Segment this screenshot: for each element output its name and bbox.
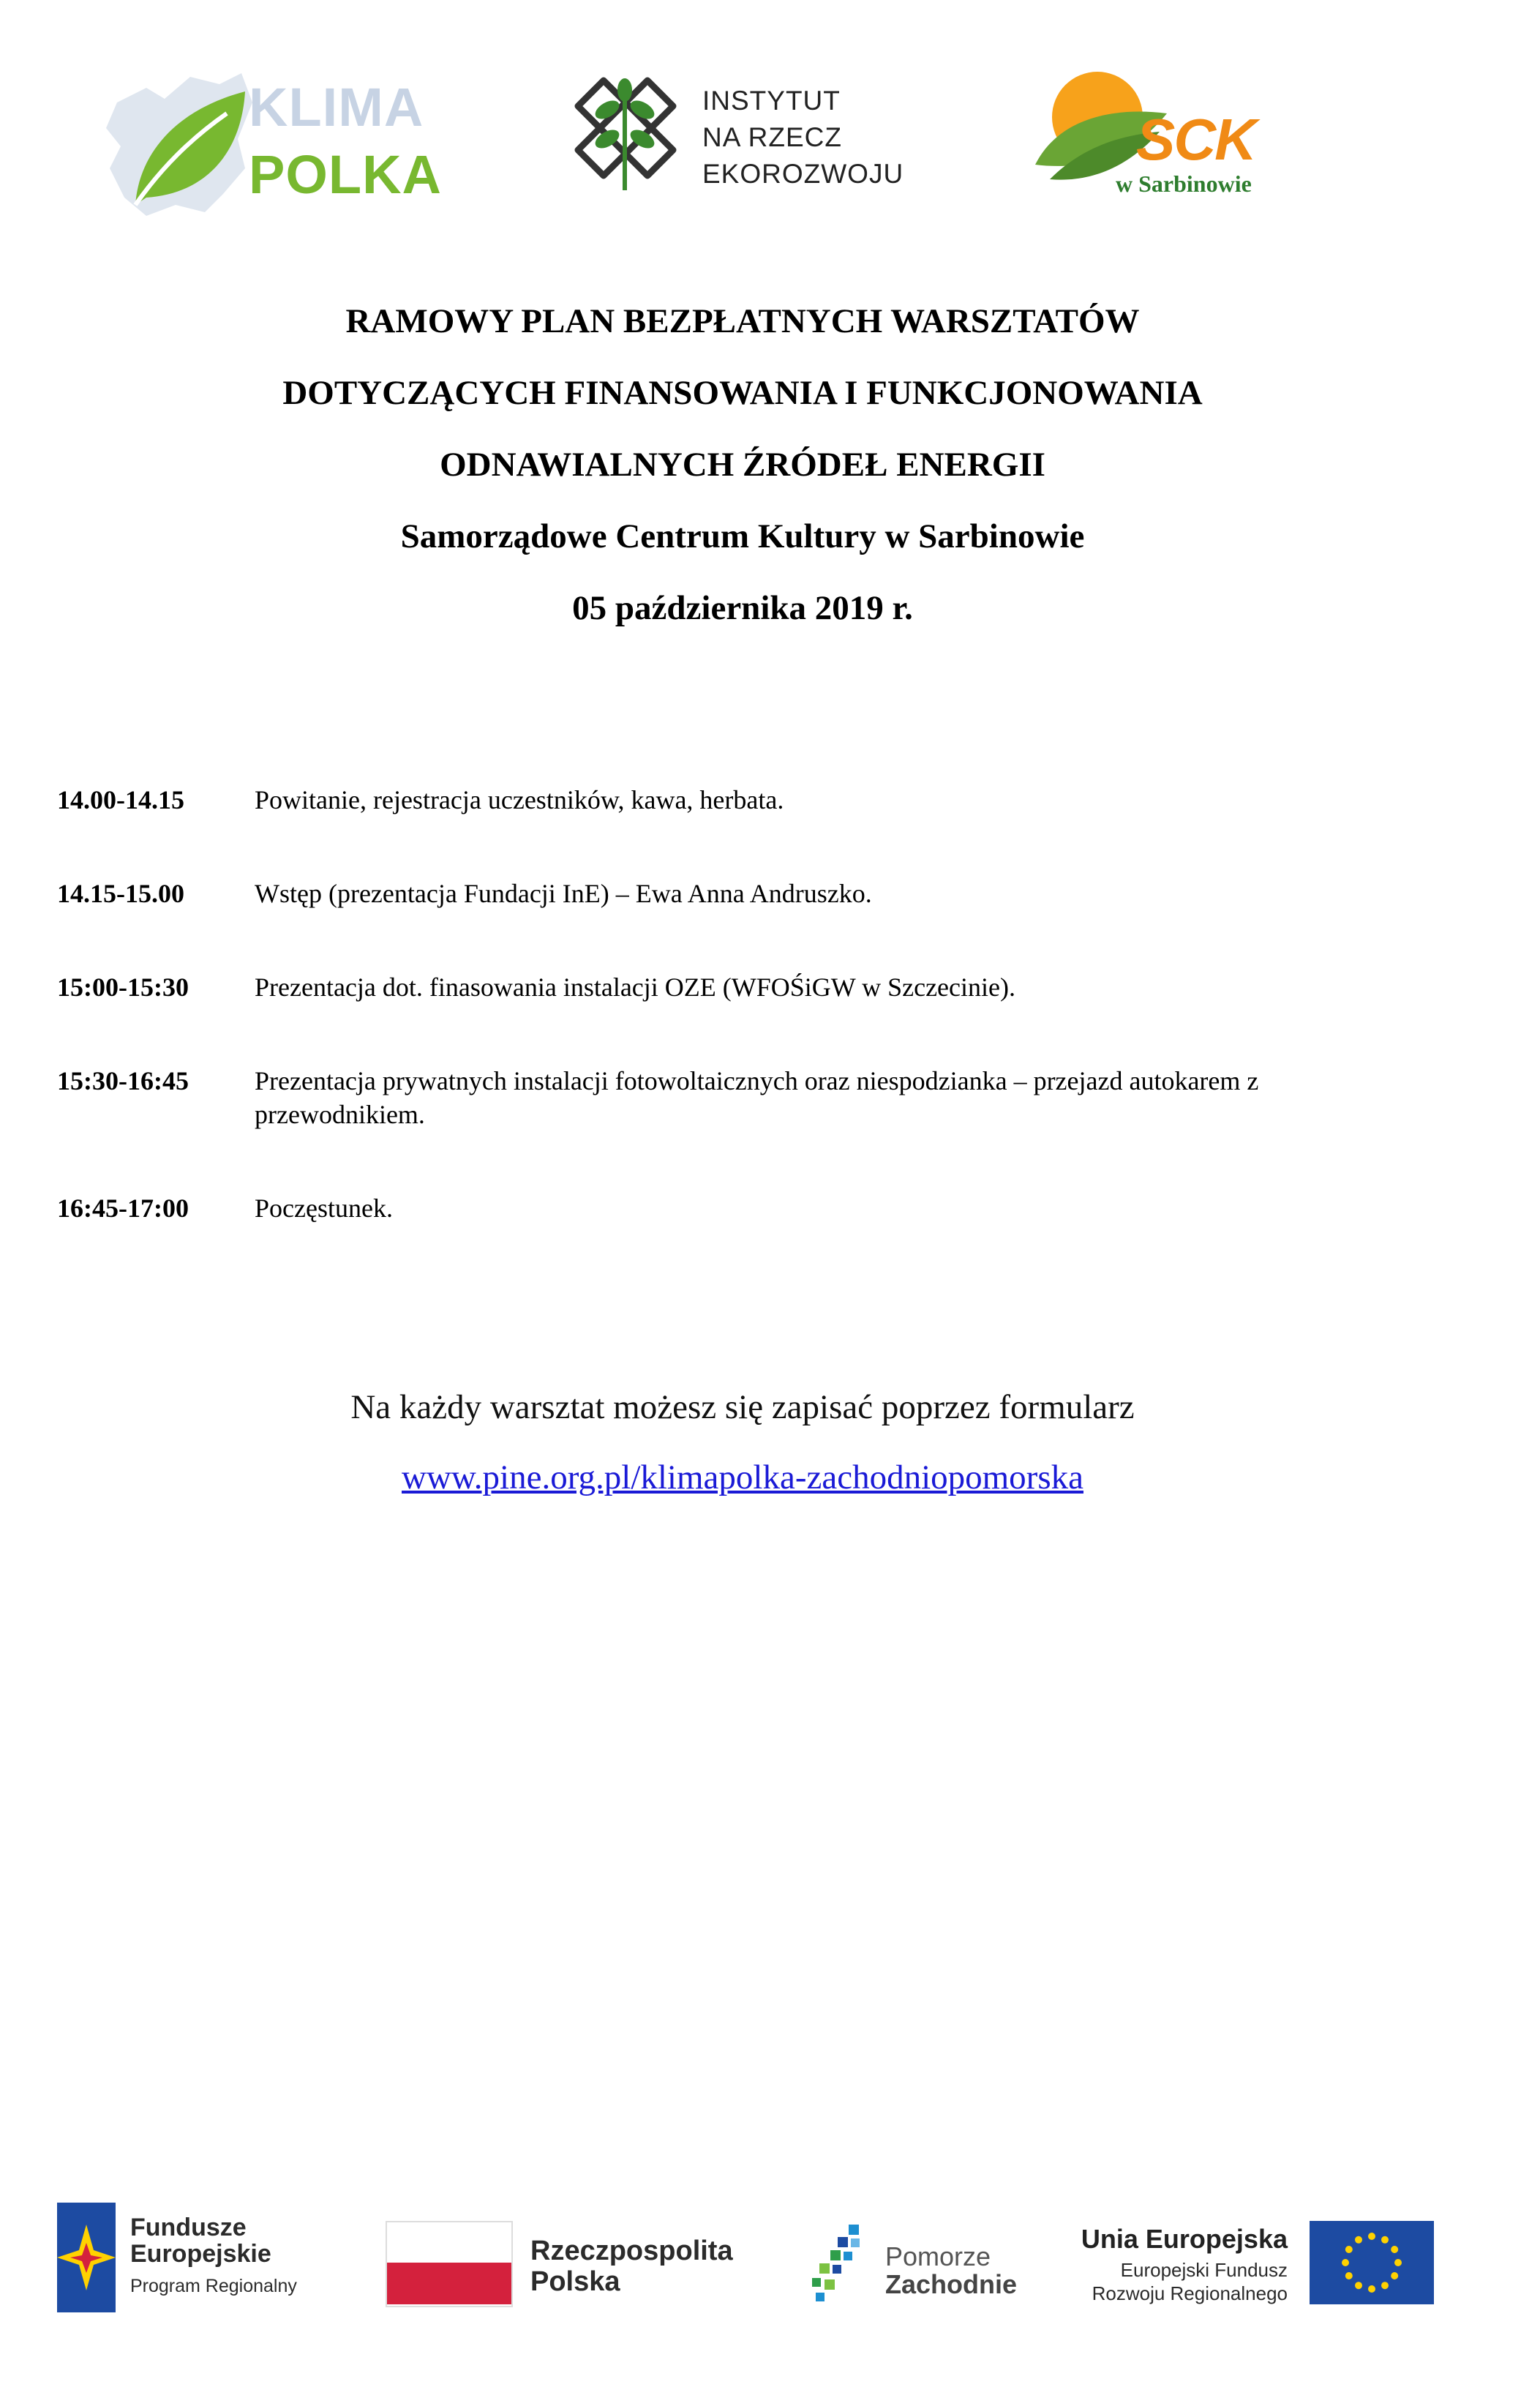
title-line-1: RAMOWY PLAN BEZPŁATNYCH WARSZTATÓW xyxy=(345,302,1140,340)
sck-letters: SCK xyxy=(1136,107,1255,172)
ue-text xyxy=(1075,2225,1288,2305)
polish-flag xyxy=(386,2221,513,2307)
schedule-desc: Prezentacja prywatnych instalacji fotowoltaicznych oraz niespodzianka – przejazd autokarem z przewodnikiem. xyxy=(255,1066,1259,1129)
schedule-desc: Wstęp (prezentacja Fundacji InE) – Ewa Anna Andruszko. xyxy=(255,879,872,908)
eu-star xyxy=(1355,2236,1362,2244)
schedule-time: 14.15-15.00 xyxy=(57,879,184,908)
sck-subtitle: w Sarbinowie xyxy=(1116,171,1252,197)
tree-knot-icon xyxy=(563,70,688,201)
fe-star-icon xyxy=(57,2203,116,2312)
eu-star xyxy=(1391,2272,1398,2279)
schedule-list xyxy=(57,783,1359,1285)
klima-line2: POLKA xyxy=(249,144,442,205)
schedule-time: 14.00-14.15 xyxy=(57,785,184,814)
schedule-row xyxy=(57,1064,1359,1131)
registration-text: Na każdy warsztat możesz się zapisać poprzez formularz xyxy=(350,1388,1135,1426)
venue: Samorządowe Centrum Kultury w Sarbinowie xyxy=(400,517,1085,555)
fe-line1: Fundusze xyxy=(130,2214,247,2241)
pz-line1: Pomorze xyxy=(885,2241,991,2271)
eu-star xyxy=(1368,2285,1375,2293)
fe-line3: Program Regionalny xyxy=(130,2276,297,2296)
eu-star xyxy=(1345,2272,1353,2279)
schedule-row xyxy=(57,1191,1359,1225)
title-line-3: ODNAWIALNYCH ŹRÓDEŁ ENERGII xyxy=(440,446,1045,484)
event-date: 05 października 2019 r. xyxy=(572,589,913,627)
ine-logo xyxy=(563,70,907,201)
pz-line2: Zachodnie xyxy=(885,2269,1018,2299)
pixel-mosaic-icon xyxy=(808,2221,874,2309)
schedule-time: 16:45-17:00 xyxy=(57,1194,189,1223)
schedule-time: 15:30-16:45 xyxy=(57,1066,189,1095)
ine-line1: INSTYTUT xyxy=(702,86,841,116)
eu-star xyxy=(1391,2246,1398,2253)
ine-line3: EKOROZWOJU xyxy=(702,159,904,189)
fe-logo xyxy=(57,2203,320,2312)
schedule-time: 15:00-15:30 xyxy=(57,973,189,1002)
schedule-desc: Powitanie, rejestracja uczestników, kawa, herbata. xyxy=(255,785,784,814)
ue-line3: Rozwoju Regionalnego xyxy=(1092,2282,1288,2304)
schedule-desc: Poczęstunek. xyxy=(255,1194,393,1223)
flag-red-stripe xyxy=(387,2263,511,2304)
eu-star xyxy=(1342,2259,1349,2266)
eu-star xyxy=(1394,2259,1402,2266)
ue-line1: Unia Europejska xyxy=(1081,2224,1288,2254)
eu-star xyxy=(1381,2282,1389,2289)
eu-star xyxy=(1345,2246,1353,2253)
title-line-2: DOTYCZĄCYCH FINANSOWANIA I FUNKCJONOWANIA xyxy=(282,374,1203,412)
schedule-row xyxy=(57,783,1359,817)
registration-block xyxy=(0,1387,1485,1498)
rp-line1: Rzeczpospolita xyxy=(530,2236,733,2266)
rp-line2: Polska xyxy=(530,2266,620,2297)
eu-star xyxy=(1355,2282,1362,2289)
pz-logo xyxy=(808,2221,1018,2309)
ue-line2: Europejski Fundusz xyxy=(1120,2259,1288,2281)
klima-line1: KLIMA xyxy=(249,77,424,138)
eu-star xyxy=(1381,2236,1389,2244)
schedule-desc: Prezentacja dot. finasowania instalacji OZE (WFOŚiGW w Szczecinie). xyxy=(255,973,1015,1002)
schedule-row xyxy=(57,970,1359,1004)
flag-white-stripe xyxy=(387,2222,511,2263)
sck-logo xyxy=(1028,62,1262,209)
region-map-leaf-icon xyxy=(95,59,263,227)
klima-polka-logo xyxy=(95,59,442,227)
registration-link[interactable]: www.pine.org.pl/klimapolka-zachodniopomorska xyxy=(402,1458,1083,1496)
ine-line2: NA RZECZ xyxy=(702,122,842,152)
schedule-row xyxy=(57,877,1359,910)
rp-text xyxy=(530,2236,733,2297)
document-title xyxy=(0,285,1485,644)
eu-star xyxy=(1368,2233,1375,2240)
eu-flag-icon xyxy=(1310,2221,1434,2304)
fe-line2: Europejskie xyxy=(130,2240,271,2268)
